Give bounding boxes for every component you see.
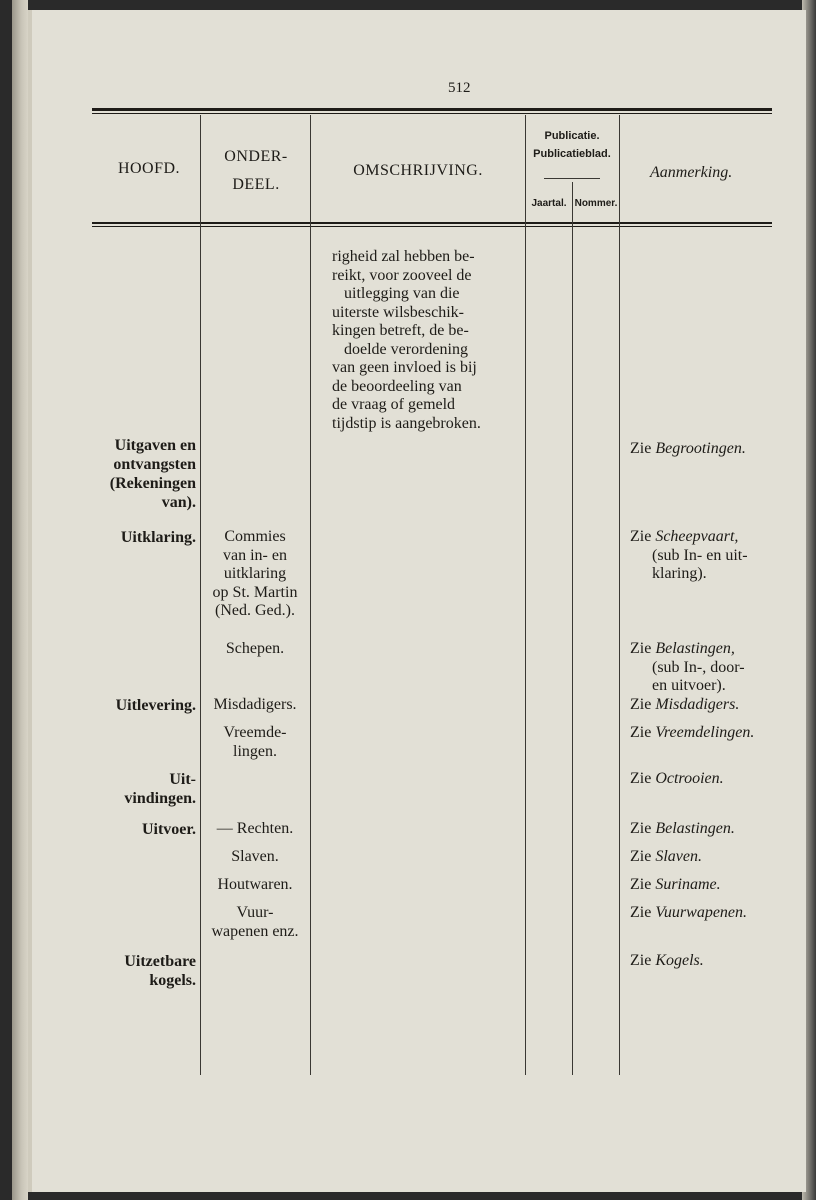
header-top-rule	[92, 108, 772, 111]
aanmerking-kogels: Zie Kogels.	[630, 952, 704, 969]
hoofd-uitklaring: Uitklaring.	[120, 529, 196, 546]
header-onderdeel-1: ONDER-	[224, 148, 288, 165]
header-aanmerking: Aanmerking.	[650, 164, 733, 181]
aanmerking-vuurwapenen: Zie Vuurwapenen.	[630, 904, 748, 921]
aanmerking-vreemdelingen: Zie Vreemdelingen.	[630, 724, 755, 741]
header-bottom-rule-thin	[92, 226, 772, 227]
header-bottom-rule	[92, 222, 772, 224]
omschrijving-continuation: righeid zal hebben be- reikt, voor zooveel de uitlegging van die uiterste wilsbeschik- kingen betreft, de be- doelde verordening van geen invloed is bij de beoordeeling van de vraag of gemeld tijdstip is aangebroken.	[332, 248, 481, 432]
onderdeel-vreemdelingen: Vreemde- lingen.	[223, 724, 287, 760]
header-onderdeel-2: DEEL.	[232, 176, 280, 193]
document-page	[28, 10, 806, 1192]
header-hoofd: HOOFD.	[117, 160, 181, 177]
aanmerking-scheepvaart: Zie Scheepvaart, (sub In- en uit- klaring).	[630, 528, 748, 582]
onderdeel-rechten: — Rechten.	[216, 820, 294, 837]
aanmerking-begrootingen: Zie Begrootingen.	[630, 440, 746, 457]
aanmerking-octrooien: Zie Octrooien.	[630, 770, 724, 787]
aanmerking-suriname: Zie Suriname.	[630, 876, 721, 893]
aanmerking-slaven: Zie Slaven.	[630, 848, 702, 865]
header-publicatieblad: Publicatieblad.	[533, 148, 611, 160]
header-publicatie: Publicatie.	[544, 130, 600, 142]
column-line	[310, 115, 311, 1075]
onderdeel-houtwaren: Houtwaren.	[217, 876, 293, 893]
header-omschrijving: OMSCHRIJVING.	[353, 162, 483, 179]
column-line	[572, 182, 573, 1075]
column-line	[200, 115, 201, 1075]
aanmerking-misdadigers: Zie Misdadigers.	[630, 696, 740, 713]
aanmerking-belastingen: Zie Belastingen.	[630, 820, 735, 837]
column-line	[619, 115, 620, 1075]
header-jaartal: Jaartal.	[531, 198, 567, 209]
onderdeel-vuurwapenen: Vuur- wapenen enz.	[211, 904, 299, 940]
onderdeel-slaven: Slaven.	[231, 848, 279, 865]
header-top-rule-thin	[92, 113, 772, 114]
hoofd-uitvoer: Uitvoer.	[141, 821, 196, 838]
aanmerking-belastingen-door: Zie Belastingen, (sub In-, door- en uitvoer).	[630, 640, 745, 694]
onderdeel-schepen: Schepen.	[225, 640, 285, 657]
onderdeel-commies: Commies van in- en uitklaring op St. Martin (Ned. Ged.).	[212, 528, 298, 619]
publicatie-divider	[544, 178, 600, 179]
hoofd-uitvindingen: Uit- vindingen.	[124, 771, 196, 807]
column-line	[525, 115, 526, 1075]
page-number: 512	[448, 80, 471, 96]
onderdeel-misdadigers: Misdadigers.	[213, 696, 297, 713]
hoofd-uitgaven: Uitgaven en ontvangsten (Rekeningen van).	[109, 437, 196, 511]
book-spine-edge	[12, 0, 28, 1200]
hoofd-uitlevering: Uitlevering.	[115, 697, 196, 714]
header-nommer: Nommer.	[574, 198, 618, 209]
hoofd-uitzetbare: Uitzetbare kogels.	[124, 953, 196, 989]
